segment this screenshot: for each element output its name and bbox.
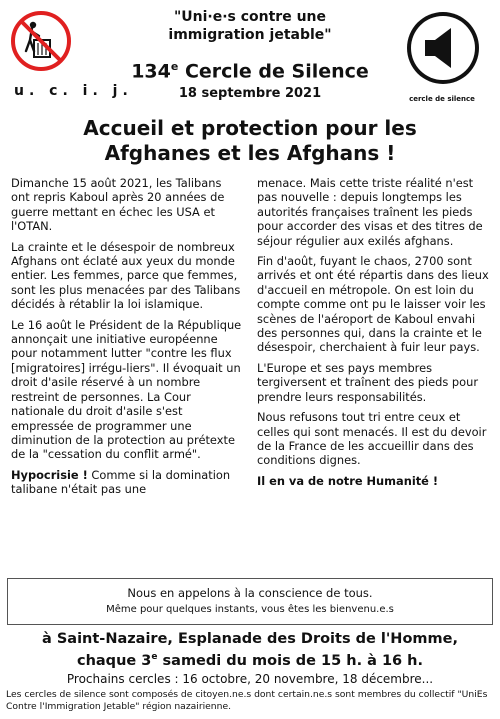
schedule-sup: e <box>151 652 158 662</box>
location-line: à Saint-Nazaire, Esplanade des Droits de l'Homme, <box>42 631 458 647</box>
headline-line: Afghanes et les Afghans ! <box>104 141 396 165</box>
schedule-line <box>0 648 500 670</box>
logo-caption: cercle de silence <box>409 95 475 103</box>
right-column <box>257 176 489 494</box>
title-number: 134 <box>131 60 171 83</box>
paragraph: Dimanche 15 août 2021, les Talibans ont repris Kaboul après 20 années de guerre mettant en échec les USA et l'OTAN. <box>11 176 225 234</box>
slogan-line: "Uni·e·s contre une <box>173 9 327 25</box>
event-date: 18 septembre 2021 <box>178 86 322 101</box>
paragraph: L'Europe et ses pays membres tergiversent et traînent des pieds pour prendre leurs responsabilités. <box>257 360 479 404</box>
hypocrisy-emphasis: Hypocrisie ! <box>11 467 88 482</box>
slogan <box>140 8 360 44</box>
left-column <box>11 176 243 503</box>
paragraph: La crainte et le désespoir de nombreux Afghans ont éclaté aux yeux du monde entier. Les femmes, parce que femmes, sont les plus menacées par des Talibans décidés à rétablir la loi islamique. <box>11 239 241 312</box>
speaker-muted-icon <box>405 10 481 86</box>
schedule-text: chaque 3 <box>76 652 152 669</box>
title-rest: Cercle de Silence <box>178 60 369 83</box>
appeal-box <box>7 578 493 625</box>
slogan-line: immigration jetable" <box>168 27 332 43</box>
closing-statement: Il en va de notre Humanité ! <box>257 473 439 488</box>
uci-label: u. c. i. j. <box>14 83 133 99</box>
paragraph: Fin d'août, fuyant le chaos, 2700 sont arrivés et ont été répartis dans des lieux d'accueil en métropole. On est loin du compte comme ont pu le laisser voir les scènes de l'aéroport de Kaboul envahi des personnes qui, dans la crainte et le désespoir, cherchaient à fuir leur pays. <box>257 254 489 355</box>
next-dates: Prochains cercles : 16 octobre, 20 novembre, 18 décembre... <box>66 672 434 686</box>
headline-line: Accueil et protection pour les <box>83 116 417 140</box>
event-location <box>0 630 500 670</box>
page-title <box>100 60 400 82</box>
paragraph: Nous refusons tout tri entre ceux et celles qui sont menacés. Il est du devoir de la France de les accueillir dans des conditions dignes. <box>257 410 487 468</box>
schedule-text: samedi du mois de 15 h. à 16 h. <box>157 652 424 669</box>
headline <box>10 116 490 166</box>
paragraph <box>11 468 243 497</box>
no-littering-prohibition-icon <box>10 10 72 72</box>
appeal-line: Nous en appelons à la conscience de tous. <box>127 586 373 600</box>
footnote: Les cercles de silence sont composés de citoyen.ne.s dont certain.ne.s sont membres du collectif "UniEs Contre l'Immigration Jetable" région nazairienne. <box>6 689 488 712</box>
paragraph: menace. Mais cette triste réalité n'est pas nouvelle : depuis longtemps les autorités françaises traînent les pieds pour accorder des visas et des titres de séjour régulier aux exilés afghans. <box>257 176 483 248</box>
appeal-line: Même pour quelques instants, vous êtes les bienvenu.e.s <box>106 604 394 615</box>
title-sup: e <box>170 60 179 73</box>
paragraph-text: Comme si la domination talibane n'était pas une <box>11 467 231 497</box>
paragraph: Le 16 août le Président de la République annonçait une initiative européenne pour notamment lutter "contre les flux [migratoires] irrégu-liers". Il évoquait un droit d'asile réservé à un nombre restreint de personnes. La Cour nationale du droit d'asile s'est empressée de programmer une diminution de la protection au prétexte de la "cessation du conflit armé". <box>11 317 242 462</box>
